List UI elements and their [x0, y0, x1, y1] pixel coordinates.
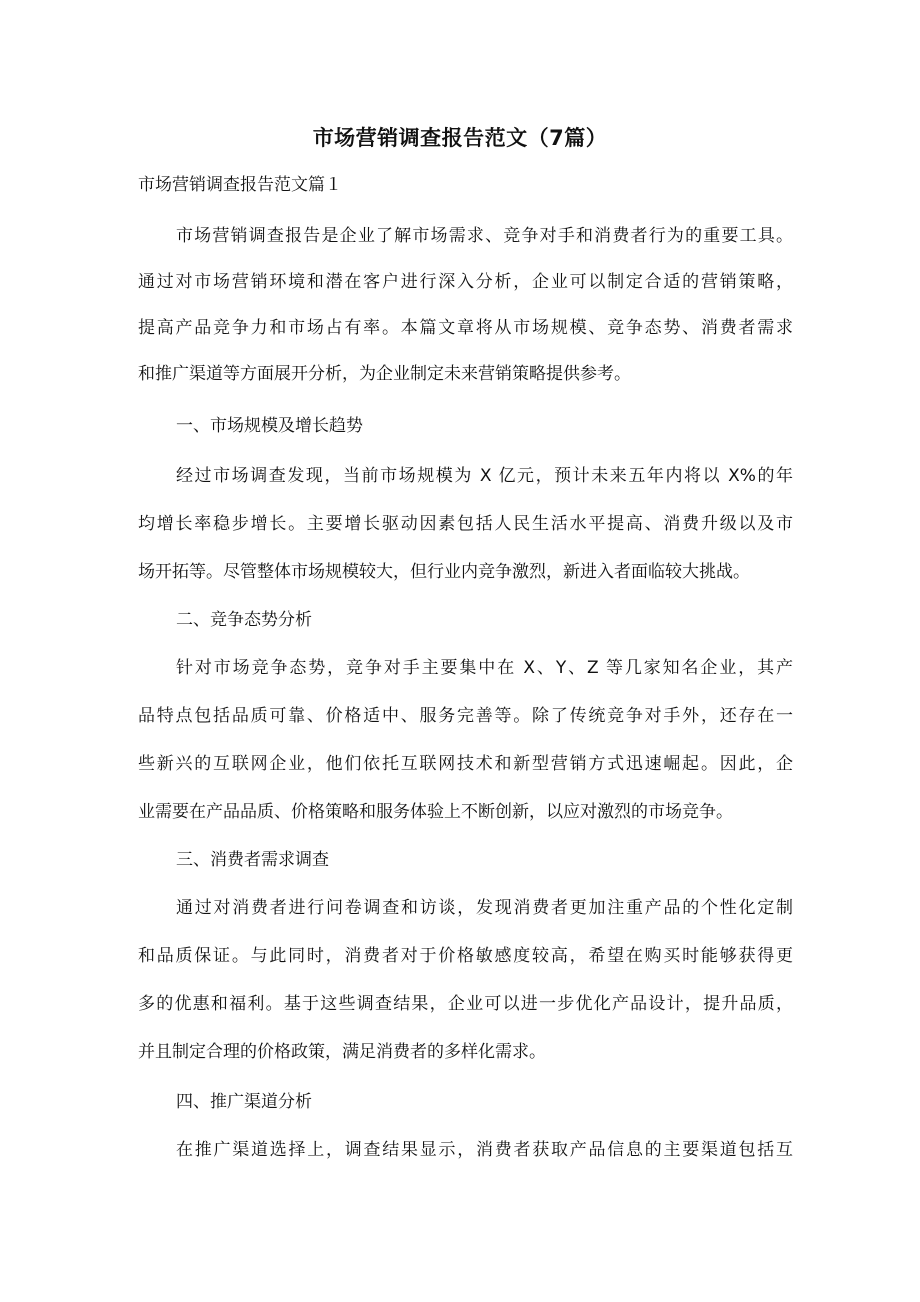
- document-subtitle: 市场营销调查报告范文篇１: [138, 175, 342, 195]
- paragraph-line: 品特点包括品质可靠、价格适中、服务完善等。除了传统竞争对手外，还存在一: [138, 706, 793, 726]
- paragraph-line: 均增长率稳步增长。主要增长驱动因素包括人民生活水平提高、消费升级以及市: [138, 514, 793, 534]
- document-title: 市场营销调查报告范文（7篇）: [312, 126, 608, 150]
- intro-line: 和推广渠道等方面展开分析，为企业制定未来营销策略提供参考。: [138, 364, 631, 384]
- paragraph-line: 业需要在产品品质、价格策略和服务体验上不断创新，以应对激烈的市场竞争。: [138, 802, 733, 822]
- section-heading: 三、消费者需求调查: [176, 850, 329, 870]
- intro-line: 提高产品竞争力和市场占有率。本篇文章将从市场规模、竞争态势、消费者需求: [138, 318, 793, 338]
- paragraph-line: 在推广渠道选择上，调查结果显示，消费者获取产品信息的主要渠道包括互: [176, 1140, 793, 1160]
- paragraph-line: 场开拓等。尽管整体市场规模较大，但行业内竞争激烈，新进入者面临较大挑战。: [138, 562, 750, 582]
- paragraph-line: 针对市场竞争态势，竞争对手主要集中在 X、Y、Z 等几家知名企业，其产: [176, 658, 793, 678]
- intro-line: 通过对市场营销环境和潜在客户进行深入分析，企业可以制定合适的营销策略，: [138, 272, 793, 292]
- paragraph-line: 和品质保证。与此同时，消费者对于价格敏感度较高，希望在购买时能够获得更: [138, 946, 793, 966]
- paragraph-line: 并且制定合理的价格政策，满足消费者的多样化需求。: [138, 1042, 546, 1062]
- paragraph-line: 多的优惠和福利。基于这些调查结果，企业可以进一步优化产品设计，提升品质，: [138, 994, 793, 1014]
- section-heading: 一、市场规模及增长趋势: [176, 416, 363, 436]
- paragraph-line: 经过市场调查发现，当前市场规模为 X 亿元，预计未来五年内将以 X%的年: [176, 466, 793, 486]
- paragraph-line: 通过对消费者进行问卷调查和访谈，发现消费者更加注重产品的个性化定制: [176, 898, 793, 918]
- section-heading: 二、竞争态势分析: [176, 610, 312, 630]
- paragraph-line: 些新兴的互联网企业，他们依托互联网技术和新型营销方式迅速崛起。因此，企: [138, 754, 793, 774]
- intro-line: 市场营销调查报告是企业了解市场需求、竞争对手和消费者行为的重要工具。: [176, 226, 793, 246]
- section-heading: 四、推广渠道分析: [176, 1092, 312, 1112]
